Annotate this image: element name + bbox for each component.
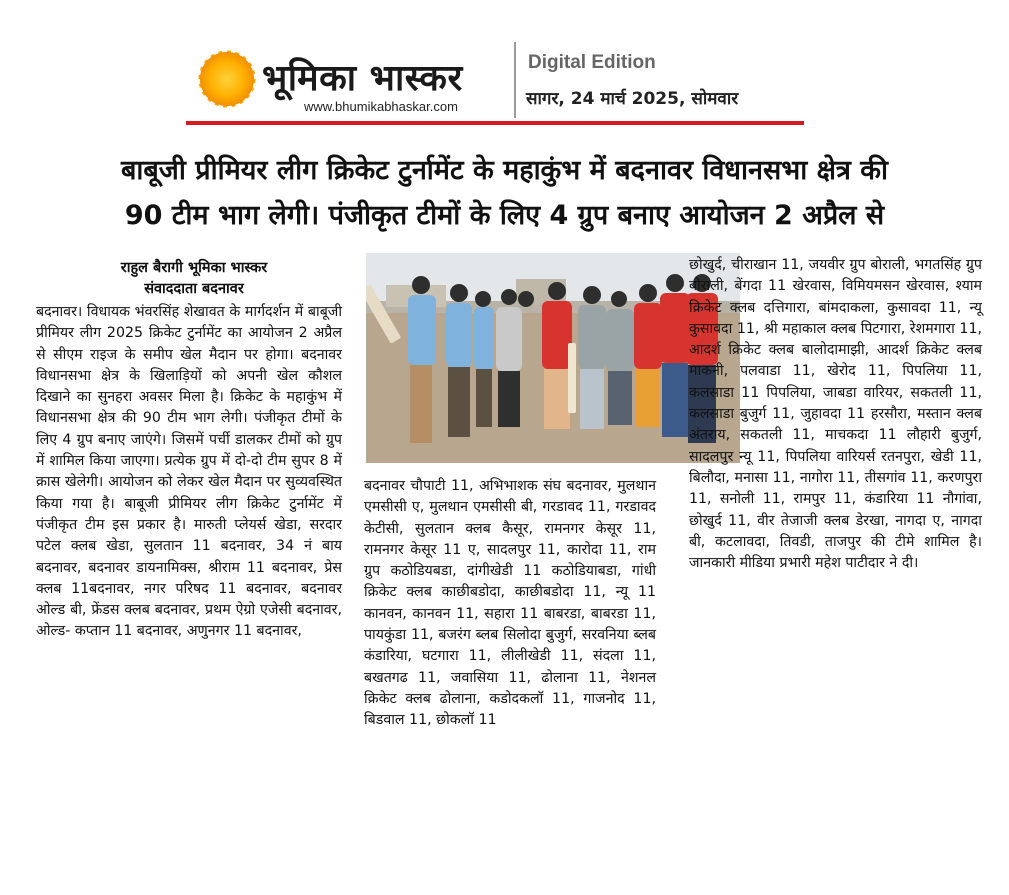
- byline-designation: संवाददाता बदनावर: [144, 281, 244, 297]
- newspaper-logo-name: भूमिका भास्कर: [262, 58, 463, 99]
- edition-label: Digital Edition: [528, 52, 656, 73]
- headline-line-2: 90 टीम भाग लेगी। पंजीकृत टीमों के लिए 4 ग्रुप बनाए आयोजन 2 अप्रैल से: [124, 200, 885, 231]
- article-byline: [44, 258, 344, 300]
- headline-line-1: बाबूजी प्रीमियर लीग क्रिकेट टुर्नामेंट के महाकुंभ में बदनावर विधानसभा क्षेत्र की: [120, 155, 889, 186]
- newspaper-website: www.bhumikabhaskar.com: [304, 99, 458, 114]
- article-column-2: बदनावर चौपाटी 11, अभिभाशक संघ बदनावर, मुलथान एमसीसी ए, मुलथान एमसीसी बी, गरडावद 11, गरडावद केटीसी, सुलतान क्लब कैसूर, रामनगर केसूर 11, रामनगर केसूर 11 ए, सादलपुर 11, कारोदा 11, राम ग्रुप कठोडियबडा, दांगीखेडी 11 कठोडियाबडा, गांधी क्रिकेट क्लब काछीबडोदा, काछीबडोदा 11, न्यू 11 कानवन, कानवन 11, सहारा 11 बाबरडा, बाबरडा 11, पायकुंडा 11, बजरंग ब्लब सिलोदा बुजुर्ग, सरवनिया ब्लब कंडारिया, घटगारा 11, लीलीखेडी 11, संदला 11, बखतगढ 11, जवासिया 11, ढोलाना 11, नेशनल क्रिकेट क्लब ढोलाना, कडोदकलॉ 11, गाजनोद 11, बिडवाल 11, छोकलॉ 11: [364, 478, 656, 729]
- masthead-divider: [514, 42, 516, 118]
- sun-logo-icon: [200, 52, 254, 106]
- group-photo-illustration: [366, 253, 740, 463]
- masthead: [0, 0, 1009, 130]
- masthead-red-rule: [186, 121, 804, 125]
- article-column-3: छोखुर्द, चीराखान 11, जयवीर ग्रुप बोराली, भगतसिंह ग्रुप बोराली, बेंगदा 11 खेरवास, विमियमसन खेरवास, श्याम क्रिकेट क्लब दत्तिगारा, बांमदाकला, कुसावदा 11, न्यू कुसावदा 11, श्री महाकाल क्लब पिटगारा, रेशमगारा 11, आदर्श क्रिकेट क्लब बालोदामाझी, आदर्श क्रिकेट क्लब माकनी, पलवाडा 11, खेरोद 11, पिपलिया 11, कलसाडा 11 पिपलिया, जाबडा वारियर, सकतली 11, कलसाडा बुजुर्ग 11, जुहावदा 11 हरसौरा, मस्तान क्लब अंतराय, सकतली 11, माचकदा 11 लौहारी बुजुर्ग, सादलपुर न्यू 11, पिपलिया वारियर्स रतनपुरा, खेडी 11, बिलौदा, मनासा 11, नागोरा 11, तीसगांव 11, करणपुरा 11, सनोली 11, रामपुर 11, कंडारिया 11 नौगांवा, छोखुर्द 11, वीर तेजाजी क्लब डेरखा, नागदा ए, नागदा बी, कटलावदा, तिवडी, ताजपुर की टीमे शामिल है। जानकारी मीडिया प्रभारी महेश पाटीदार ने दी।: [689, 257, 982, 572]
- article-photo-team: [366, 253, 740, 463]
- article-headline: [20, 148, 989, 238]
- dateline: सागर, 24 मार्च 2025, सोमवार: [526, 89, 739, 109]
- byline-reporter: राहुल बैरागी भूमिका भास्कर: [120, 260, 268, 276]
- article-column-1: बदनावर। विधायक भंवरसिंह शेखावत के मार्गदर्शन में बाबूजी प्रीमियर लीग 2025 क्रिकेट टुर्नामेंट का आयोजन 2 अप्रैल से सीएम राइज के समीप खेल मैदान पर होगा। बदनावर विधानसभा क्षेत्र के खिलाड़ियों को अपनी खेल कौशल दिखाने का सुनहरा अवसर मिला है। क्रिकेट के महाकुंभ में विधानसभा क्षेत्र की 90 टीम भाग लेगी। पंजीकृत टीमों के लिए 4 ग्रुप बनाए जाएंगे। जिसमें पर्ची डालकर टीमों को ग्रुप में शामिल किया जाएगा। प्रत्येक ग्रुप में दो-दो टीम सुपर 8 में क्रास खेलेगी। आयोजन को लेकर खेल मैदान पर सुव्यवस्थित किया गया है। बाबूजी प्रीमियर लीग क्रिकेट टुर्नामेंट में पंजीकृत टीम इस प्रकार है। मारुती प्लेयर्स खेडा, सरदार पटेल क्लब खेडा, सुलतान 11 बदनावर, 34 नं बाय बदनावर, बदनावर डायनामिक्स, श्रीराम 11 बदनावर, प्रेस क्लब 11बदनावर, नगर परिषद 11 बदनावर, बदनावर ओल्ड बी, फ्रेंडस क्लब बदनावर, प्रथम ऐग्रो एजेसी बदनावर, ओल्ड- कप्तान 11 बदनावर, अणुनगर 11 बदनावर,: [36, 304, 342, 640]
